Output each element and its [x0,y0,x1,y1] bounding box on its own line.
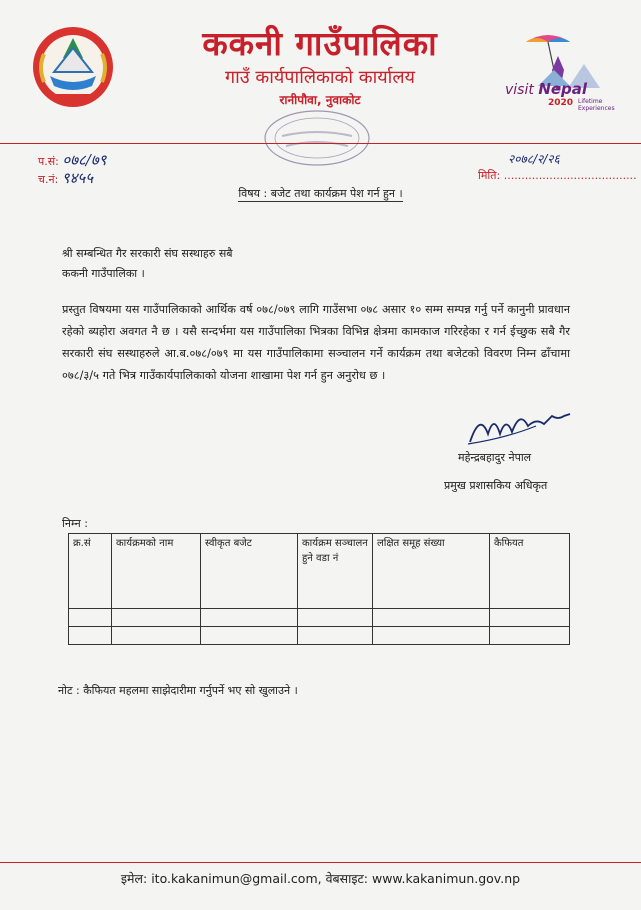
org-name: ककनी गाउँपालिका [202,24,438,63]
table-cell [373,609,490,627]
table-label: निम्न : [62,517,88,530]
budget-table [68,533,570,645]
cn-value: ९४५५ [61,169,93,187]
table-row [69,627,570,645]
office-name: गाउँ कार्यपालिकाको कार्यालय [225,67,415,88]
table-header-cell: लक्षित समूह संख्या [373,534,490,609]
table-cell [112,627,201,645]
signer-title: प्रमुख प्रशासकिय अधिकृत [444,479,548,492]
header-divider [0,143,641,144]
subject-line [0,186,641,201]
table-cell [373,627,490,645]
table-cell [69,627,112,645]
nepal-word: Nepal [538,80,588,98]
subject-text: विषय : बजेट तथा कार्यक्रम पेश गर्न हुन । [238,187,403,200]
visit-tagline [578,98,615,112]
cn-number-row [38,168,93,188]
signer-name: महेन्द्रबहादुर नेपाल [458,451,532,464]
table-header-row [69,534,570,609]
table-cell [298,627,373,645]
table-cell [490,609,570,627]
table-cell [112,609,201,627]
table-header-cell: क्र.सं [69,534,112,609]
visit-year: 2020 [548,98,574,108]
visit-tagline-2: Experiences [578,105,615,112]
visit-tagline-1: Lifetime [578,98,603,105]
table-header-cell: स्वीकृत बजेट [201,534,298,609]
date-value: २०७८/२/२६ [508,152,560,166]
body-paragraph: प्रस्तुत विषयमा यस गाउँपालिकाको आर्थिक वर्ष ०७८/०७९ लागि गाउँसभा ०७८ असार १० सम्म सम्पन्न गर्नु पर्ने कानुनी प्रावधान रहेको ब्यहोरा अवगत नै छ । यसै सन्दर्भमा यस गाउँपालिका भित्रका विभिन्न क्षेत्रमा कामकाज गरिरहेका र गर्न ईच्छुक सबै गैर सरकारी संघ सस्थाहरुले आ.ब.०७८/०७९ मा यस गाउँपालिकामा सञ्चालन गर्ने कार्यक्रम तथा बजेटको विवरण निम्न ढाँचामा ०७८/३/५ गते भित्र गाउँकार्यपालिकाको योजना शाखामा पेश गर्न हुन अनुरोध छ । [62,303,570,382]
ps-value: ०७८/७९ [62,151,107,169]
footer-contact: इमेल: ito.kakanimun@gmail.com, वेबसाइट: www.kakanimun.gov.np [120,871,521,886]
ps-label: प.सं: [38,155,59,168]
date-label: मिति: ...................................... [478,169,637,182]
addressee-line-1: श्री सम्बन्धित गैर सरकारी संघ सस्थाहरु सबै [62,247,233,260]
signature-scribble [466,404,576,448]
visit-word: visit [505,82,534,98]
note-line: नोट : कैफियत महलमा साझेदारीमा गर्नुपर्ने भए सो खुलाउने । [58,684,298,697]
table-cell [201,609,298,627]
footer-divider [0,862,641,863]
table-row [69,609,570,627]
visit-nepal-wordmark [505,80,615,98]
table-header-cell: कैफियत [490,534,570,609]
nepal-emblem-icon [30,24,116,110]
addressee-line-2: ककनी गाउँपालिका । [62,267,145,280]
table-cell [69,609,112,627]
cn-label: च.नं: [38,173,59,186]
table-header-cell: कार्यक्रमको नाम [112,534,201,609]
table-cell [298,609,373,627]
office-stamp-icon [262,108,372,168]
ps-number-row [38,150,106,170]
office-address: रानीपौवा, नुवाकोट [279,93,361,107]
table-header-cell: कार्यक्रम सञ्चालन हुने वडा नं [298,534,373,609]
table-cell [201,627,298,645]
table-cell [490,627,570,645]
